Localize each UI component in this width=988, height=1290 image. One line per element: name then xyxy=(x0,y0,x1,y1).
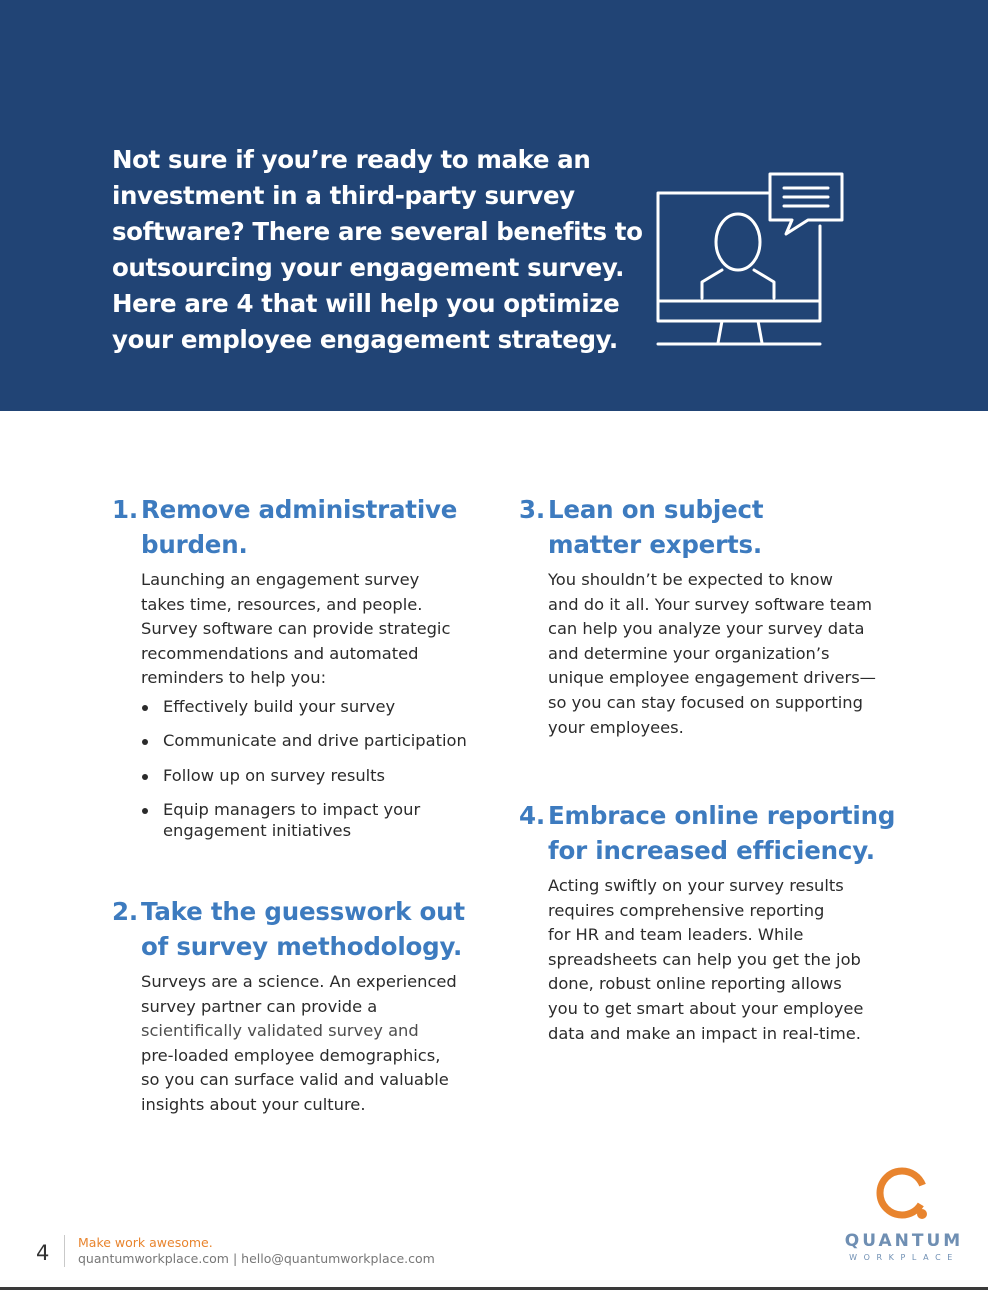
hero-line: investment in a third-party survey xyxy=(112,181,575,210)
section-body xyxy=(519,874,959,1046)
list-item xyxy=(141,697,492,718)
body-line: for HR and team leaders. While xyxy=(548,925,804,945)
body-line: scientifically validated survey and xyxy=(141,1021,419,1041)
logo-wordmark: QUANTUM xyxy=(844,1231,964,1251)
section-number: 2. xyxy=(112,897,138,926)
body-line: reminders to help you: xyxy=(141,668,327,688)
section-body xyxy=(112,970,492,1118)
title-line: Lean on subject xyxy=(548,495,764,524)
hero-line: Not sure if you’re ready to make an xyxy=(112,145,591,174)
section-number: 4. xyxy=(519,801,545,830)
page-number: 4 xyxy=(36,1241,50,1265)
body-line: so you can surface valid and valuable xyxy=(141,1070,449,1090)
title-line: matter experts. xyxy=(548,530,762,559)
body-line: requires comprehensive reporting xyxy=(548,900,825,920)
body-line: your employees. xyxy=(548,717,684,737)
body-line: done, robust online reporting allows xyxy=(548,974,842,994)
hero-line: software? There are several benefits to xyxy=(112,217,643,246)
section-take-guesswork-out xyxy=(112,894,492,1118)
section-body xyxy=(112,568,492,691)
body-line: recommendations and automated xyxy=(141,643,419,663)
title-line: burden. xyxy=(141,530,248,559)
bullet-text: engagement initiatives xyxy=(163,820,352,840)
bullet-text: Equip managers to impact your xyxy=(163,800,421,820)
hero-line: your employee engagement strategy. xyxy=(112,325,618,354)
quantum-q-logo-icon xyxy=(874,1165,934,1223)
title-line: Remove administrative xyxy=(141,495,458,524)
hero-intro-text xyxy=(112,142,643,358)
body-line: You shouldn’t be expected to know xyxy=(548,570,833,589)
body-line: can help you analyze your survey data xyxy=(548,619,865,639)
computer-user-chat-icon xyxy=(650,170,850,352)
hero-banner xyxy=(0,0,988,411)
hero-line: outsourcing your engagement survey. xyxy=(112,253,625,282)
section-remove-admin-burden xyxy=(112,492,492,855)
body-line: you to get smart about your employee xyxy=(548,998,864,1018)
list-item xyxy=(141,800,492,841)
bullet-text: Effectively build your survey xyxy=(163,696,396,716)
body-line: Survey software can provide strategic xyxy=(141,619,451,639)
footer-contact: quantumworkplace.com | hello@quantumworkplace.com xyxy=(78,1251,435,1266)
body-line: pre-loaded employee demographics, xyxy=(141,1045,441,1065)
title-line: for increased efficiency. xyxy=(548,836,875,865)
title-line: Embrace online reporting xyxy=(548,801,896,830)
section-title xyxy=(112,492,492,562)
bullet-text: Communicate and drive participation xyxy=(163,731,467,751)
body-line: Acting swiftly on your survey results xyxy=(548,876,844,895)
hero-line: Here are 4 that will help you optimize xyxy=(112,289,620,318)
section-number: 1. xyxy=(112,495,138,524)
body-line: takes time, resources, and people. xyxy=(141,594,423,614)
title-line: of survey methodology. xyxy=(141,932,463,961)
footer-tagline: Make work awesome. xyxy=(78,1235,213,1250)
title-line: Take the guesswork out xyxy=(141,897,465,926)
footer-divider xyxy=(64,1235,65,1267)
bullet-text: Follow up on survey results xyxy=(163,765,386,785)
section-body xyxy=(519,568,919,740)
body-line: data and make an impact in real-time. xyxy=(548,1023,861,1043)
quantum-workplace-logo xyxy=(838,1165,970,1265)
body-line: Launching an engagement survey xyxy=(141,570,420,589)
bullet-dot-icon xyxy=(142,774,148,780)
section-lean-on-experts xyxy=(519,492,919,740)
body-line: survey partner can provide a xyxy=(141,996,378,1016)
body-line: and determine your organization’s xyxy=(548,643,830,663)
section-title xyxy=(519,798,959,868)
logo-subtitle: WORKPLACE xyxy=(849,1253,959,1262)
body-line: insights about your culture. xyxy=(141,1094,366,1114)
bullet-dot-icon xyxy=(142,705,148,711)
body-line: and do it all. Your survey software team xyxy=(548,594,872,614)
section-embrace-online-reporting xyxy=(519,798,959,1046)
body-line: unique employee engagement drivers— xyxy=(548,668,876,688)
list-item xyxy=(141,731,492,752)
section-title xyxy=(112,894,492,964)
bullet-list xyxy=(112,697,492,842)
list-item xyxy=(141,766,492,787)
body-line: so you can stay focused on supporting xyxy=(548,692,863,712)
bullet-dot-icon xyxy=(142,739,148,745)
body-line: Surveys are a science. An experienced xyxy=(141,972,457,991)
section-number: 3. xyxy=(519,495,545,524)
bullet-dot-icon xyxy=(142,808,148,814)
body-line: spreadsheets can help you get the job xyxy=(548,949,861,969)
section-title xyxy=(519,492,919,562)
